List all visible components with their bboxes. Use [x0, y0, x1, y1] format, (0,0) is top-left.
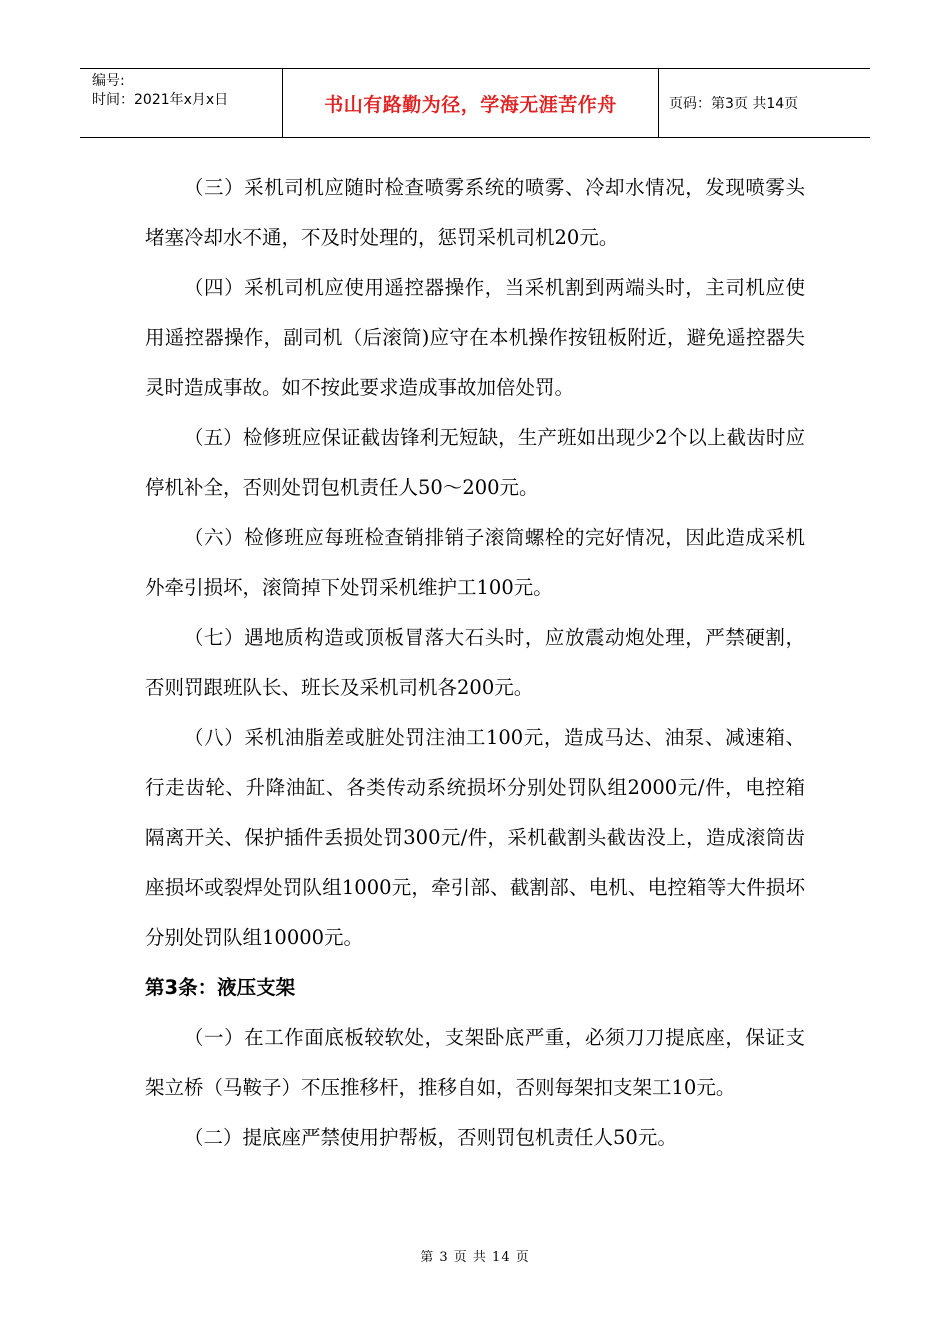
section-heading: 第3条：液压支架: [145, 976, 296, 999]
paragraph: （八）采机油脂差或脏处罚注油工100元，造成马达、油泵、减速箱、行走齿轮、升降油缸、各类传动系统损坏分别处罚队组2000元/件，电控箱隔离开关、保护插件丢损处罚300元/件，采机截割头截齿没上，造成滚筒齿座损坏或裂焊处罚队组1000元，牵引部、截割部、电机、电控箱等大件损坏分别处罚队组10000元。: [145, 726, 805, 949]
document-number-label: 编号:: [92, 73, 125, 89]
header-page-info: 页码：第3页 共14页: [669, 96, 799, 112]
paragraph: （一）在工作面底板较软处，支架卧底严重，必须刀刀提底座，保证支架立桥（马鞍子）不压推移杆，推移自如，否则每架扣支架工10元。: [145, 1026, 805, 1099]
paragraph: （五）检修班应保证截齿锋利无短缺，生产班如出现少2个以上截齿时应停机补全，否则处罚包机责任人50～200元。: [145, 426, 805, 499]
header-motto: 书山有路勤为径，学海无涯苦作舟: [283, 69, 659, 137]
paragraph: （四）采机司机应使用遥控器操作，当采机割到两端头时，主司机应使用遥控器操作，副司机（后滚筒)应守在本机操作按钮板附近，避免遥控器失灵时造成事故。如不按此要求造成事故加倍处罚。: [145, 276, 805, 399]
paragraph: （二）提底座严禁使用护帮板，否则罚包机责任人50元。: [184, 1126, 677, 1149]
paragraph: （六）检修班应每班检查销排销子滚筒螺栓的完好情况，因此造成采机外牵引损坏，滚筒掉下处罚采机维护工100元。: [145, 526, 805, 599]
paragraph: （三）采机司机应随时检查喷雾系统的喷雾、冷却水情况，发现喷雾头堵塞冷却水不通，不及时处理的，惩罚采机司机20元。: [145, 176, 805, 249]
document-date: 时间：2021年x月x日: [92, 92, 229, 108]
paragraph: （七）遇地质构造或顶板冒落大石头时，应放震动炮处理，严禁硬割，否则罚跟班队长、班长及采机司机各200元。: [145, 626, 805, 699]
document-body: [145, 163, 805, 1163]
page-footer: 第 3 页 共 14 页: [420, 1250, 530, 1265]
page-header: [80, 68, 870, 138]
header-meta: [80, 69, 283, 137]
